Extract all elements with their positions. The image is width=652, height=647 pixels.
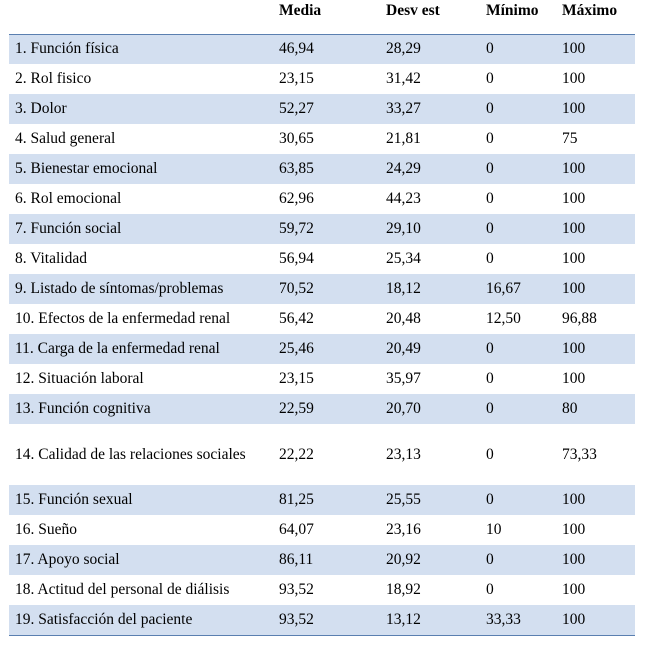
row-media: 25,46 xyxy=(273,334,380,364)
row-media: 30,65 xyxy=(279,130,314,147)
table-body xyxy=(9,34,635,635)
row-label: 9. Listado de síntomas/problemas xyxy=(9,274,273,304)
table-row xyxy=(9,124,635,154)
row-desv-est: 20,92 xyxy=(380,545,480,575)
row-maximo: 100 xyxy=(556,34,635,64)
row-media: 23,15 xyxy=(279,70,314,87)
header-desv-est: Desv est xyxy=(386,2,440,19)
row-maximo: 73,33 xyxy=(562,445,597,463)
table-row xyxy=(9,304,635,334)
row-desv-est: 35,97 xyxy=(386,370,421,387)
row-desv-est: 25,34 xyxy=(386,250,421,267)
table-row xyxy=(9,94,635,124)
row-label: 6. Rol emocional xyxy=(15,190,122,207)
table-row xyxy=(9,244,635,274)
row-desv-est: 20,70 xyxy=(380,394,480,424)
table-row xyxy=(9,485,635,515)
row-label: 4. Salud general xyxy=(15,130,116,147)
table-row xyxy=(9,605,635,635)
row-minimo: 0 xyxy=(486,370,494,387)
header-media: Media xyxy=(279,2,322,19)
row-media: 56,94 xyxy=(279,250,314,267)
row-media: 93,52 xyxy=(273,605,380,635)
row-minimo: 0 xyxy=(480,154,556,184)
row-desv-est: 13,12 xyxy=(380,605,480,635)
row-minimo: 0 xyxy=(480,94,556,124)
header-row xyxy=(9,0,635,34)
table-row xyxy=(9,394,635,424)
table-row xyxy=(9,515,635,545)
row-desv-est: 20,48 xyxy=(386,310,421,327)
row-label: 12. Situación laboral xyxy=(15,370,144,387)
table-row xyxy=(9,364,635,394)
row-media: 81,25 xyxy=(273,485,380,515)
row-label: 3. Dolor xyxy=(9,94,273,124)
row-label: 16. Sueño xyxy=(15,521,77,538)
row-minimo: 0 xyxy=(480,545,556,575)
row-minimo: 0 xyxy=(486,581,494,598)
row-maximo: 100 xyxy=(562,581,586,598)
row-minimo: 0 xyxy=(480,34,556,64)
table-row xyxy=(9,154,635,184)
row-minimo: 0 xyxy=(480,214,556,244)
row-desv-est: 18,92 xyxy=(386,581,421,598)
row-media: 63,85 xyxy=(273,154,380,184)
row-desv-est: 25,55 xyxy=(380,485,480,515)
row-label: 7. Función social xyxy=(9,214,273,244)
row-desv-est: 23,16 xyxy=(386,521,421,538)
row-desv-est: 18,12 xyxy=(380,274,480,304)
row-media: 52,27 xyxy=(273,94,380,124)
row-label: 10. Efectos de la enfermedad renal xyxy=(15,310,231,327)
row-label: 15. Función sexual xyxy=(9,485,273,515)
row-media: 59,72 xyxy=(273,214,380,244)
row-media: 23,15 xyxy=(279,370,314,387)
row-minimo: 0 xyxy=(480,334,556,364)
row-label: 11. Carga de la enfermedad renal xyxy=(9,334,273,364)
row-desv-est: 31,42 xyxy=(386,70,421,87)
row-desv-est: 33,27 xyxy=(380,94,480,124)
row-maximo: 100 xyxy=(562,190,586,207)
row-desv-est: 21,81 xyxy=(386,130,421,147)
row-minimo: 0 xyxy=(486,70,494,87)
table-row xyxy=(9,274,635,304)
row-desv-est: 28,29 xyxy=(380,34,480,64)
row-media: 22,22 xyxy=(279,445,314,463)
row-maximo: 100 xyxy=(556,605,635,635)
header-minimo: Mínimo xyxy=(486,2,539,19)
row-desv-est: 20,49 xyxy=(380,334,480,364)
table-row xyxy=(9,424,635,485)
table-header xyxy=(9,0,635,34)
table-row xyxy=(9,334,635,364)
row-desv-est: 24,29 xyxy=(380,154,480,184)
row-maximo: 100 xyxy=(556,214,635,244)
statistics-table xyxy=(9,0,635,636)
table-row xyxy=(9,575,635,605)
row-desv-est: 23,13 xyxy=(386,445,421,463)
row-label: 5. Bienestar emocional xyxy=(9,154,273,184)
row-media: 64,07 xyxy=(279,521,314,538)
table-row xyxy=(9,545,635,575)
row-label: 1. Función física xyxy=(9,34,273,64)
row-label: 13. Función cognitiva xyxy=(9,394,273,424)
row-label: 8. Vitalidad xyxy=(15,250,87,267)
row-maximo: 100 xyxy=(562,521,586,538)
row-minimo: 33,33 xyxy=(480,605,556,635)
row-media: 86,11 xyxy=(273,545,380,575)
row-minimo: 16,67 xyxy=(480,274,556,304)
header-maximo: Máximo xyxy=(562,2,618,19)
row-maximo: 100 xyxy=(562,70,586,87)
header-label xyxy=(9,0,273,34)
row-minimo: 0 xyxy=(486,190,494,207)
row-minimo: 0 xyxy=(480,485,556,515)
row-minimo: 10 xyxy=(486,521,502,538)
row-maximo: 100 xyxy=(562,250,586,267)
row-maximo: 100 xyxy=(556,94,635,124)
row-label: 14. Calidad de las relaciones sociales xyxy=(15,446,246,463)
row-media: 22,59 xyxy=(273,394,380,424)
row-media: 62,96 xyxy=(279,190,314,207)
row-maximo: 100 xyxy=(556,274,635,304)
row-minimo: 0 xyxy=(486,250,494,267)
table-row xyxy=(9,214,635,244)
row-label: 2. Rol fisico xyxy=(15,70,92,87)
row-media: 46,94 xyxy=(273,34,380,64)
row-desv-est: 44,23 xyxy=(386,190,421,207)
row-maximo: 100 xyxy=(562,370,586,387)
row-maximo: 80 xyxy=(556,394,635,424)
table-row xyxy=(9,64,635,94)
row-minimo: 0 xyxy=(486,445,494,463)
row-maximo: 96,88 xyxy=(562,310,597,327)
row-maximo: 75 xyxy=(562,130,578,147)
row-media: 70,52 xyxy=(273,274,380,304)
row-maximo: 100 xyxy=(556,545,635,575)
row-maximo: 100 xyxy=(556,334,635,364)
row-desv-est: 29,10 xyxy=(380,214,480,244)
row-media: 93,52 xyxy=(279,581,314,598)
row-label: 19. Satisfacción del paciente xyxy=(9,605,273,635)
table-row xyxy=(9,184,635,214)
table-row xyxy=(9,34,635,64)
row-minimo: 0 xyxy=(486,130,494,147)
row-minimo: 12,50 xyxy=(486,310,521,327)
row-label: 18. Actitud del personal de diálisis xyxy=(15,581,230,598)
row-minimo: 0 xyxy=(480,394,556,424)
row-maximo: 100 xyxy=(556,154,635,184)
row-maximo: 100 xyxy=(556,485,635,515)
row-label: 17. Apoyo social xyxy=(9,545,273,575)
row-media: 56,42 xyxy=(279,310,314,327)
